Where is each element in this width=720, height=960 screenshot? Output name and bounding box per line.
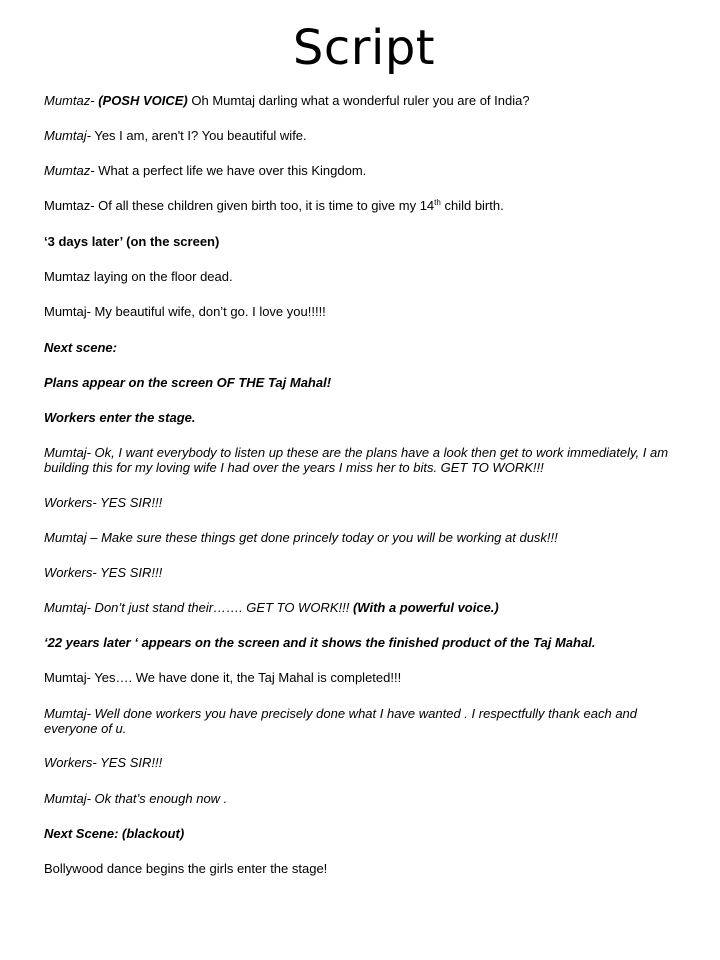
speaker: Mumtaz- [44, 163, 95, 178]
dialogue: Yes I am, aren't I? You beautiful wife. [94, 128, 307, 143]
stage-direction: ‘22 years later ‘ appears on the screen and it shows the finished product of the Taj Mahal. [44, 635, 596, 650]
scene-heading: Next Scene: (blackout) [44, 826, 185, 841]
speaker: Mumtaz- [44, 93, 95, 108]
script-line [44, 128, 674, 143]
stage-direction: (With a powerful voice.) [352, 600, 499, 615]
scene-heading: Next scene: [44, 340, 117, 355]
page-title: Script [292, 20, 436, 76]
script-line [44, 93, 674, 108]
script-line: Mumtaj- Well done workers you have precisely done what I have wanted . I respectfully thank each and everyone of u. [44, 706, 638, 736]
script-line: Mumtaj- My beautiful wife, don’t go. I love you!!!!! [44, 304, 326, 319]
script-line: Mumtaj- Ok, I want everybody to listen up these are the plans have a look then get to work immediately, I am building this for my loving wife I had over the years I miss her to bits. GET TO WORK!!! [44, 445, 669, 475]
script-line: Workers- YES SIR!!! [44, 495, 163, 510]
dialogue: Mumtaj- Don’t just stand their……. GET TO WORK!!! [44, 600, 350, 615]
script-line: Mumtaj – Make sure these things get done princely today or you will be working at dusk!!! [44, 530, 558, 545]
script-line: Workers- YES SIR!!! [44, 565, 163, 580]
stage-direction: ‘3 days later’ (on the screen) [44, 234, 220, 249]
script-line: Mumtaz laying on the floor dead. [44, 269, 233, 284]
script-line: Workers- YES SIR!!! [44, 755, 163, 770]
dialogue: child birth. [444, 198, 504, 213]
ordinal-suffix: th [434, 198, 441, 207]
speaker: Mumtaj- [44, 128, 91, 143]
dialogue: Mumtaz- Of all these children given birth too, it is time to give my 14 [44, 198, 435, 213]
stage-direction: (POSH VOICE) [98, 93, 188, 108]
script-line: Mumtaj- Ok that’s enough now . [44, 791, 228, 806]
script-line: Mumtaj- Yes…. We have done it, the Taj Mahal is completed!!! [44, 670, 402, 685]
script-line [44, 198, 674, 213]
dialogue: Oh Mumtaj darling what a wonderful ruler you are of India? [191, 93, 530, 108]
script-line [44, 600, 674, 615]
script-line: Bollywood dance begins the girls enter the stage! [44, 861, 328, 876]
script-line [44, 163, 674, 178]
stage-direction: Workers enter the stage. [44, 410, 196, 425]
stage-direction: Plans appear on the screen OF THE Taj Mahal! [44, 375, 332, 390]
dialogue: What a perfect life we have over this Kingdom. [98, 163, 367, 178]
